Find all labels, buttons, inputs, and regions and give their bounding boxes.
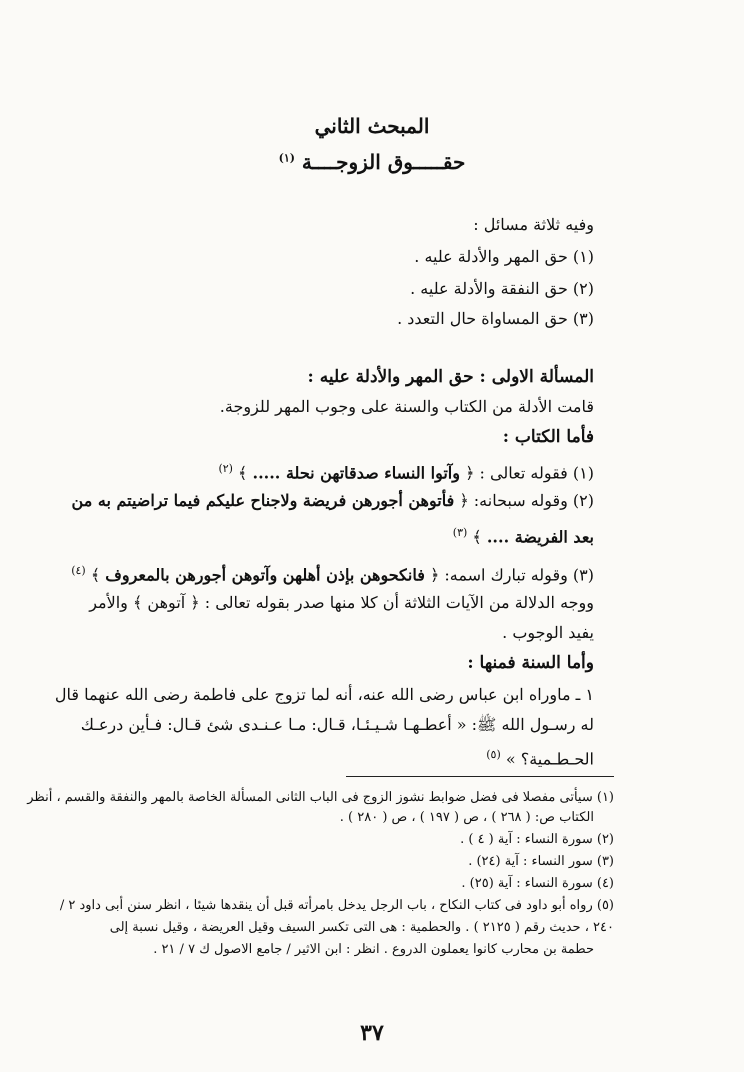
verse-1-text: وآتوا النساء صدقاتهن نحلة ..... [252,463,460,483]
intro-lead: وفيه ثلاثة مسائل : [473,215,594,234]
footnote-ref-5[interactable]: (٥) [486,748,501,761]
verse-2-text: فأتوهن أجورهن فريضة ولاجناح عليكم فيما تراضيتم به من [71,491,455,510]
verse-2-cont-line [453,522,594,548]
hadith-line-3 [486,744,594,770]
reasoning-line-1: ووجه الدلالة من الآيات الثلاثة أن كلا منها صدر بقوله تعالى : ﴿ آتوهن ﴾ والأمر [89,593,594,612]
verse-1-suffix: ﴾ [238,463,248,483]
intro-item-1: (١) حق المهر والأدلة عليه . [414,247,594,266]
question-1-heading: المسألة الاولى : حق المهر والأدلة عليه : [307,367,594,387]
verse-1-prefix: (١) فقوله تعالى : ﴿ [465,463,594,483]
footnote-3: (٣) سور النساء : آية (٢٤) . [468,854,614,869]
verse-1-line [218,458,594,484]
footnote-5-line-2: ٢٤٠ ، حديث رقم ( ٢١٢٥ ) . والحطمية : هى التى تكسر السيف وقيل العريضة ، وقيل نسبة إلى [109,920,614,935]
sunnah-heading: وأما السنة فمنها : [467,653,594,673]
verse-2-prefix: (٢) وقوله سبحانه: ﴿ [459,491,594,510]
verse-3-line [71,560,594,586]
footnote-ref-2[interactable]: (٢) [218,462,233,475]
book-heading: فأما الكتاب : [502,427,594,447]
footnote-ref-1[interactable]: (١) [278,151,295,165]
reasoning-line-2: يفيد الوجوب . [502,623,594,642]
verse-2-line [72,490,594,512]
verse-2-cont: بعد الفريضة .... [486,527,594,547]
section-title-text: المبحث الثاني [314,114,430,138]
footnote-ref-3[interactable]: (٣) [452,526,468,539]
intro-item-3: (٣) حق المساواة حال التعدد . [397,309,594,328]
footnote-4: (٤) سورة النساء : آية (٢٥) . [461,876,614,891]
section-title [0,114,744,138]
section-subtitle [0,150,744,174]
hadith-line-3-text: الحـطـمية؟ » [505,749,594,769]
verse-3-suffix: ﴾ [90,565,101,585]
footnote-2: (٢) سورة النساء : آية ( ٤ ) . [460,832,614,847]
verse-3-text: فانكحوهن بإذن أهلهن وآتوهن أجورهن بالمعروف [105,565,425,585]
footnote-1-line-1: (١) سيأتى مفصلا فى فضل ضوابط نشوز الزوج فى الباب الثانى المسألة الخاصة بالمهر والنفقة والقسم ، أنظر [27,790,614,805]
hadith-line-2: له رسـول الله ﷺ: « أعطـهـا شـيـئـا، قـال: مـا عـنـدى شئ قـال: فـأين درعـك [80,715,594,734]
question-1-intro: قامت الأدلة من الكتاب والسنة على وجوب المهر للزوجة. [219,397,594,416]
footnote-5-line-1: (٥) رواه أبو داود فى كتاب النكاح ، باب الرجل يدخل بامرأته قبل أن ينقدها شيئا ، انظر سنن أبى داود ٢ / [59,898,614,913]
verse-3-prefix: (٣) وقوله تبارك اسمه: ﴿ [429,565,594,585]
page-number: ٣٧ [360,1020,384,1046]
hadith-line-1: ١ ـ ماوراه ابن عباس رضى الله عنه، أنه لما تزوج على فاطمة رضى الله عنهما قال [54,685,594,704]
footnote-ref-4[interactable]: (٤) [71,564,86,577]
intro-item-2: (٢) حق النفقة والأدلة عليه . [410,279,594,298]
verse-2-suffix: ﴾ [472,527,482,547]
footnote-5-line-3: حطمة بن محارب كانوا يعملون الدروع . انظر : ابن الاثير / جامع الاصول ك ٧ / ٢١ . [153,942,594,957]
section-subtitle-text: حقـــــوق الزوجــــة [301,150,466,174]
footnote-1-line-2: الكتاب ص: ( ٢٦٨ ) ، ص ( ١٩٧ ) ، ص ( ٢٨٠ ) . [339,810,594,825]
footnote-divider [346,776,614,777]
